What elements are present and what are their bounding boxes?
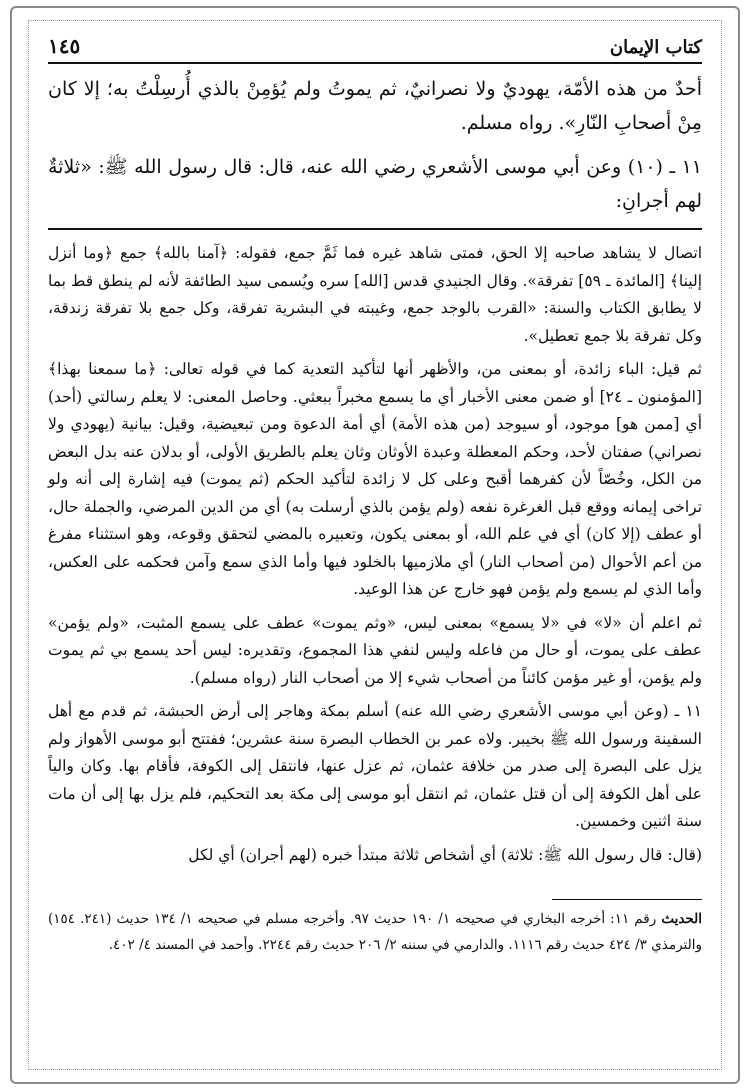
document-page	[48, 30, 702, 1070]
footnote	[48, 906, 702, 958]
page-header	[48, 30, 702, 64]
commentary-paragraph: ١١ ـ (وعن أبي موسى الأشعري رضي الله عنه) أسلم بمكة وهاجر إلى أرض الحبشة، ثم قدم مع أهل السفينة ورسول الله ﷺ بخيبر. ولاه عمر بن الخطاب البصرة سنة عشرين؛ ففتتح أبو موسى الأهواز ولم يزل على البصرة إلى صدر من خلافة عثمان، ثم عزل عنها، فانتقل إلى الكوفة، فأقام بها. وكان والياً على أهل الكوفة إلى أن قتل عثمان، ثم انتقل أبو موسى إلى مكة بعد التحكيم، فلم يزل بها إلى أن مات سنة اثنين وخمسين.	[48, 702, 702, 830]
commentary-paragraph: ثم اعلم أن «لا» في «لا يسمع» بمعنى ليس، «وثم يموت» عطف على يسمع المثبت، «ولم يؤمن» عطف على يموت، أو حال من فاعله وليس لنفي هذا المجموع، وتقديره: ليس أحد يسمع بي ثم يموت ولم يؤمن، أو غير مؤمن كائناً من أصحاب شيء إلا من أصحاب النار (رواه مسلم).	[48, 613, 702, 687]
commentary-paragraph: ثم قيل: الباء زائدة، أو بمعنى من، والأظهر أنها لتأكيد التعدية كما في قوله تعالى: ﴿ما سمعنا بهذا﴾ [المؤمنون ـ ٢٤] أو ضمن معنى الأخبار أي ما يسمع مخبراً ببعثي. وحاصل المعنى: لا يعلم رسالتي (أحد) أي [ممن هو] موجود، أو سيوجد (من هذه الأمة) أي أمة الدعوة ومن تبعيضية، وقيل: بيانية (يهودي ولا نصراني) صفتان لأحد، وحكم المعطلة وعبدة الأوثان وثان يعلم بالطريق الأولى، أو بدلان عنه بدل البعض من الكل، وخُصّاً لأن كفرهما أقبح وعلى كل لا زائدة لتأكيد الحكم (ثم يموت) فيه إشارة إلى أنه ولو تراخى إيمانه ووقع قبل الغرغرة نفعه (ولم يؤمن بالذي أرسلت به) أي من الدين المرضي، والجملة حال، أو عطف (إلا كان) أي في علم الله، أو بمعنى يكون، وتعبيره بالمضي لتحقق وقوعه، وهو استثناء مفرغ من أعم الأحوال (من أصحاب النار) أي ملازميها بالخلود فيها وأما الذي سمع وآمن فحكمه على العكس، وأما الذي لم يسمع ولم يؤمن فهو خارج عن هذا الوعيد.	[48, 360, 702, 598]
hadith-paragraph: ١١ ـ (١٠) وعن أبي موسى الأشعري رضي الله عنه، قال: قال رسول الله ﷺ: «ثلاثةٌ لهم أجرانِ:	[48, 156, 703, 212]
footnote-paragraph	[48, 906, 702, 958]
page-number: ١٤٥	[48, 34, 81, 58]
hadith-text	[48, 72, 702, 218]
commentary	[48, 240, 702, 869]
running-title: كتاب الإيمان	[609, 37, 702, 58]
hadith-paragraph: أحدٌ من هذه الأمّة، يهوديٌ ولا نصرانيٌ، ثم يموتُ ولم يُؤمِنْ بالذي أُرسِلْتُ به؛ إلا كان مِنْ أصحابِ النّارِ». رواه مسلم.	[48, 78, 702, 134]
commentary-paragraph: (قال: قال رسول الله ﷺ: ثلاثة) أي أشخاص ثلاثة مبتدأ خبره (لهم أجران) أي لكل	[188, 845, 702, 864]
section-divider	[48, 228, 702, 230]
footnote-label: الحديث	[661, 911, 702, 927]
footnote-text: رقم ١١: أخرجه البخاري في صحيحه ١/ ١٩٠ حديث ٩٧. وأخرجه مسلم في صحيحه ١/ ١٣٤ حديث (٢٤١. ١٥٤) والترمذي ٣/ ٤٢٤ حديث رقم ١١١٦. والدارمي في سننه ٢/ ٢٠٦ حديث رقم ٢٢٤٤. وأحمد في المسند ٤/ ٤٠٢.	[48, 911, 702, 953]
footnote-divider	[552, 899, 702, 900]
commentary-paragraph: اتصال لا يشاهد صاحبه إلا الحق، فمتى شاهد غيره فما ثَمَّ جمع، فقوله: ﴿آمنا بالله﴾ جمع ﴿وما أنزل إلينا﴾ [المائدة ـ ٥٩] تفرقة». وقال الجنيدي قدس [الله] سره ويُسمى سيد الطائفة لأنه لم ينطق قط بما لا يطابق الكتاب والسنة: «القرب بالوجد جمع، وغيبته في البشرية تفرقة، وكل جمع بلا تفرقة زندقة، وكل تفرقة بلا جمع تعطيل».	[48, 244, 703, 345]
